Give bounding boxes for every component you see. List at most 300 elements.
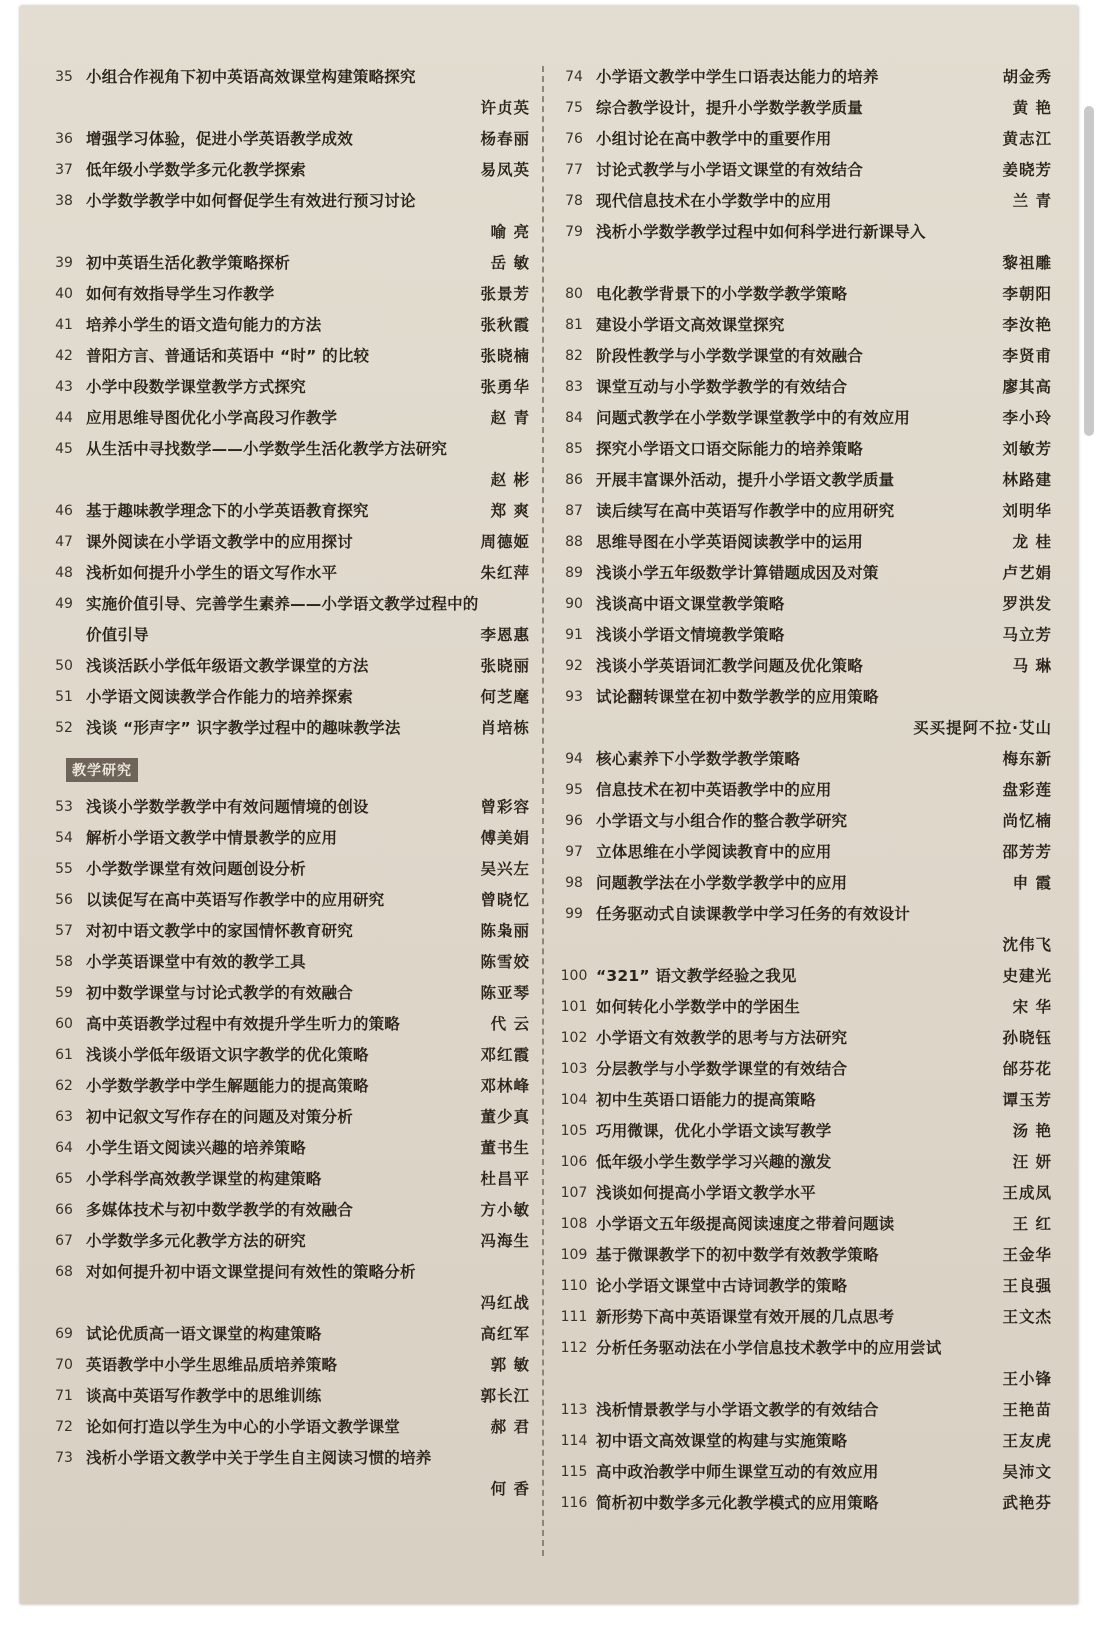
entry-title: 小学语文教学中学生口语表达能力的培养 bbox=[596, 68, 879, 86]
toc-entry bbox=[552, 1147, 1052, 1178]
toc-entry bbox=[552, 527, 1052, 558]
left-column bbox=[42, 62, 530, 1505]
entry-title: 浅谈小学英语词汇教学问题及优化策略 bbox=[596, 657, 863, 675]
entry-number: 83 bbox=[565, 379, 583, 395]
entry-author: 邓红霞 bbox=[480, 1046, 530, 1064]
entry-number: 37 bbox=[55, 162, 73, 178]
toc-entry bbox=[42, 854, 530, 885]
entry-author: 邵芳芳 bbox=[1002, 843, 1052, 861]
entry-title: 小学语文与小组合作的整合教学研究 bbox=[596, 812, 848, 830]
entry-author: 邰芬花 bbox=[1002, 1060, 1052, 1078]
entry-title: 基于趣味教学理念下的小学英语教育探究 bbox=[86, 502, 369, 520]
entry-title: 低年级小学数学多元化教学探索 bbox=[86, 161, 306, 179]
entry-number: 60 bbox=[55, 1016, 73, 1032]
entry-author: 吴兴左 bbox=[480, 860, 530, 878]
toc-entry bbox=[552, 589, 1052, 620]
toc-entry bbox=[552, 155, 1052, 186]
toc-entry bbox=[42, 403, 530, 434]
toc-entry bbox=[42, 1381, 530, 1412]
toc-entry bbox=[42, 978, 530, 1009]
entry-title: 培养小学生的语文造句能力的方法 bbox=[86, 316, 322, 334]
entry-author: 汪 妍 bbox=[1012, 1153, 1052, 1171]
entry-title: 实施价值引导、完善学生素养——小学语文教学过程中的价值引导 bbox=[86, 595, 479, 644]
entry-number: 51 bbox=[55, 689, 73, 705]
entry-title: 论如何打造以学生为中心的小学语文教学课堂 bbox=[86, 1418, 401, 1436]
toc-entry bbox=[42, 589, 530, 651]
entry-title: 如何转化小学数学中的学困生 bbox=[596, 998, 801, 1016]
entry-title: 浅谈小学数学教学中有效问题情境的创设 bbox=[86, 798, 369, 816]
toc-entry bbox=[552, 1426, 1052, 1457]
toc-entry bbox=[552, 403, 1052, 434]
entry-author: 罗洪发 bbox=[1002, 595, 1052, 613]
toc-entry bbox=[42, 496, 530, 527]
entry-author: 喻 亮 bbox=[490, 223, 530, 241]
toc-entry bbox=[552, 558, 1052, 589]
entry-author: 卢艺娟 bbox=[1002, 564, 1052, 582]
entry-title: 信息技术在初中英语教学中的应用 bbox=[596, 781, 832, 799]
toc-entry bbox=[42, 1102, 530, 1133]
toc-entry bbox=[42, 916, 530, 947]
entry-number: 102 bbox=[560, 1030, 588, 1046]
entry-author: 申 霞 bbox=[1012, 874, 1052, 892]
entry-number: 39 bbox=[55, 255, 73, 271]
toc-entry bbox=[552, 279, 1052, 310]
toc-entry bbox=[552, 93, 1052, 124]
toc-entry bbox=[552, 62, 1052, 93]
toc-entry bbox=[552, 837, 1052, 868]
entry-author: 高红军 bbox=[480, 1325, 530, 1343]
entry-number: 90 bbox=[565, 596, 583, 612]
entry-title: 低年级小学生数学学习兴趣的激发 bbox=[596, 1153, 832, 1171]
toc-entry bbox=[552, 1333, 1052, 1395]
entry-title: 分层教学与小学数学课堂的有效结合 bbox=[596, 1060, 848, 1078]
toc-entry bbox=[42, 792, 530, 823]
toc-entry bbox=[552, 1488, 1052, 1519]
entry-number: 87 bbox=[565, 503, 583, 519]
entry-number: 61 bbox=[55, 1047, 73, 1063]
toc-entry bbox=[42, 1071, 530, 1102]
toc-entry bbox=[552, 961, 1052, 992]
entry-title: 浅谈活跃小学低年级语文教学课堂的方法 bbox=[86, 657, 369, 675]
entry-number: 86 bbox=[565, 472, 583, 488]
entry-number: 85 bbox=[565, 441, 583, 457]
entry-title: 小组讨论在高中教学中的重要作用 bbox=[596, 130, 832, 148]
entry-author: 汤 艳 bbox=[1012, 1122, 1052, 1140]
entry-number: 91 bbox=[565, 627, 583, 643]
entry-author: 李贤甫 bbox=[1002, 347, 1052, 365]
toc-entry bbox=[42, 682, 530, 713]
entry-author: 郑 爽 bbox=[490, 502, 530, 520]
toc-entry bbox=[42, 558, 530, 589]
entry-author: 买买提阿不拉·艾山 bbox=[913, 719, 1052, 737]
entry-number: 88 bbox=[565, 534, 583, 550]
entry-title: 对初中语文教学中的家国情怀教育研究 bbox=[86, 922, 353, 940]
entry-author: 曾晓忆 bbox=[480, 891, 530, 909]
entry-title: 浅谈 “形声字” 识字教学过程中的趣味教学法 bbox=[86, 719, 401, 737]
entry-author: 梅东新 bbox=[1002, 750, 1052, 768]
entry-title: 应用思维导图优化小学高段习作教学 bbox=[86, 409, 338, 427]
entry-author: 盘彩莲 bbox=[1002, 781, 1052, 799]
page-photo bbox=[20, 6, 1078, 1604]
entry-number: 67 bbox=[55, 1233, 73, 1249]
entry-number: 103 bbox=[560, 1061, 588, 1077]
entry-author: 黄 艳 bbox=[1012, 99, 1052, 117]
entry-author: 郝 君 bbox=[490, 1418, 530, 1436]
entry-title: 电化教学背景下的小学数学教学策略 bbox=[596, 285, 848, 303]
toc-entry bbox=[42, 1257, 530, 1319]
entry-title: 初中英语生活化教学策略探析 bbox=[86, 254, 291, 272]
entry-title: 小学中段数学课堂教学方式探究 bbox=[86, 378, 306, 396]
entry-title: 小学语文阅读教学合作能力的培养探索 bbox=[86, 688, 353, 706]
entry-number: 95 bbox=[565, 782, 583, 798]
entry-number: 98 bbox=[565, 875, 583, 891]
toc-entry bbox=[552, 124, 1052, 155]
entry-title: 解析小学语文教学中情景教学的应用 bbox=[86, 829, 338, 847]
entry-author: 刘明华 bbox=[1002, 502, 1052, 520]
entry-author: 张晓楠 bbox=[480, 347, 530, 365]
toc-entry bbox=[552, 775, 1052, 806]
entry-author: 傅美娟 bbox=[480, 829, 530, 847]
entry-title: 核心素养下小学数学教学策略 bbox=[596, 750, 801, 768]
entry-author: 张勇华 bbox=[480, 378, 530, 396]
entry-number: 72 bbox=[55, 1419, 73, 1435]
toc-entry bbox=[42, 885, 530, 916]
entry-number: 65 bbox=[55, 1171, 73, 1187]
entry-number: 107 bbox=[560, 1185, 588, 1201]
entry-number: 36 bbox=[55, 131, 73, 147]
entry-author: 郭长江 bbox=[480, 1387, 530, 1405]
toc-entry bbox=[42, 341, 530, 372]
entry-title: 以读促写在高中英语写作教学中的应用研究 bbox=[86, 891, 385, 909]
entry-author: 李小玲 bbox=[1002, 409, 1052, 427]
entry-author: 林路建 bbox=[1002, 471, 1052, 489]
toc-entry bbox=[552, 682, 1052, 744]
entry-title: 立体思维在小学阅读教育中的应用 bbox=[596, 843, 832, 861]
toc-entry bbox=[552, 496, 1052, 527]
toc-entry bbox=[552, 1116, 1052, 1147]
entry-title: 浅析小学数学教学过程中如何科学进行新课导入 bbox=[596, 223, 926, 241]
toc-entry bbox=[552, 806, 1052, 837]
entry-number: 68 bbox=[55, 1264, 73, 1280]
entry-number: 116 bbox=[560, 1495, 588, 1511]
toc-entry bbox=[552, 1178, 1052, 1209]
entry-title: 分析任务驱动法在小学信息技术教学中的应用尝试 bbox=[596, 1339, 942, 1357]
entry-number: 100 bbox=[560, 968, 588, 984]
entry-author: 易凤英 bbox=[480, 161, 530, 179]
entry-author: 陈枭丽 bbox=[480, 922, 530, 940]
column-divider bbox=[542, 66, 544, 1556]
toc-entry bbox=[552, 1395, 1052, 1426]
entry-author: 王小锋 bbox=[1002, 1370, 1052, 1388]
entry-author: 王艳苗 bbox=[1002, 1401, 1052, 1419]
entry-title: 浅析小学语文教学中关于学生自主阅读习惯的培养 bbox=[86, 1449, 432, 1467]
entry-title: 思维导图在小学英语阅读教学中的运用 bbox=[596, 533, 863, 551]
entry-author: 谭玉芳 bbox=[1002, 1091, 1052, 1109]
entry-author: 赵 彬 bbox=[490, 471, 530, 489]
entry-title: 浅析如何提升小学生的语文写作水平 bbox=[86, 564, 338, 582]
entry-author: 张景芳 bbox=[480, 285, 530, 303]
entry-title: 小学语文五年级提高阅读速度之带着问题读 bbox=[596, 1215, 895, 1233]
entry-title: 小学数学教学中如何督促学生有效进行预习讨论 bbox=[86, 192, 416, 210]
entry-title: 浅谈小学语文情境教学策略 bbox=[596, 626, 785, 644]
toc-entry bbox=[42, 1350, 530, 1381]
toc-entry bbox=[552, 651, 1052, 682]
entry-number: 59 bbox=[55, 985, 73, 1001]
toc-entry bbox=[42, 248, 530, 279]
entry-author: 姜晓芳 bbox=[1002, 161, 1052, 179]
section-header bbox=[42, 754, 530, 792]
entry-author: 兰 青 bbox=[1012, 192, 1052, 210]
entry-number: 48 bbox=[55, 565, 73, 581]
entry-title: 论小学语文课堂中古诗词教学的策略 bbox=[596, 1277, 848, 1295]
entry-number: 81 bbox=[565, 317, 583, 333]
entry-number: 38 bbox=[55, 193, 73, 209]
entry-number: 112 bbox=[560, 1340, 588, 1356]
entry-author: 周德姬 bbox=[480, 533, 530, 551]
entry-title: 开展丰富课外活动，提升小学语文教学质量 bbox=[596, 471, 895, 489]
entry-title: 多媒体技术与初中数学教学的有效融合 bbox=[86, 1201, 353, 1219]
entry-title: 简析初中数学多元化教学模式的应用策略 bbox=[596, 1494, 879, 1512]
entry-author: 王金华 bbox=[1002, 1246, 1052, 1264]
entry-author: 许贞英 bbox=[480, 99, 530, 117]
toc-entry bbox=[42, 124, 530, 155]
entry-author: 王友虎 bbox=[1002, 1432, 1052, 1450]
entry-title: 初中记叙文写作存在的问题及对策分析 bbox=[86, 1108, 353, 1126]
entry-title: 高中政治教学中师生课堂互动的有效应用 bbox=[596, 1463, 879, 1481]
entry-author: 陈雪姣 bbox=[480, 953, 530, 971]
entry-number: 106 bbox=[560, 1154, 588, 1170]
entry-title: 英语教学中小学生思维品质培养策略 bbox=[86, 1356, 338, 1374]
toc-entry bbox=[552, 310, 1052, 341]
entry-title: 如何有效指导学生习作教学 bbox=[86, 285, 275, 303]
toc-entry bbox=[42, 713, 530, 744]
toc-entry bbox=[42, 1319, 530, 1350]
entry-number: 92 bbox=[565, 658, 583, 674]
entry-title: 综合教学设计，提升小学数学教学质量 bbox=[596, 99, 863, 117]
entry-author: 杨春丽 bbox=[480, 130, 530, 148]
entry-author: 马立芳 bbox=[1002, 626, 1052, 644]
entry-title: 阶段性教学与小学数学课堂的有效融合 bbox=[596, 347, 863, 365]
entry-title: 讨论式教学与小学语文课堂的有效结合 bbox=[596, 161, 863, 179]
entry-author: 王 红 bbox=[1012, 1215, 1052, 1233]
entry-author: 曾彩容 bbox=[480, 798, 530, 816]
entry-number: 70 bbox=[55, 1357, 73, 1373]
toc-entry bbox=[552, 1240, 1052, 1271]
toc-entry bbox=[42, 1009, 530, 1040]
toc-entry bbox=[42, 1226, 530, 1257]
toc-entry bbox=[552, 868, 1052, 899]
entry-title: 浅析情景教学与小学语文教学的有效结合 bbox=[596, 1401, 879, 1419]
entry-number: 58 bbox=[55, 954, 73, 970]
entry-title: 小学数学教学中学生解题能力的提高策略 bbox=[86, 1077, 369, 1095]
toc-entry bbox=[552, 217, 1052, 279]
entry-author: 董书生 bbox=[480, 1139, 530, 1157]
entry-number: 53 bbox=[55, 799, 73, 815]
section-label: 教学研究 bbox=[66, 758, 138, 782]
entry-author: 刘敏芳 bbox=[1002, 440, 1052, 458]
entry-number: 71 bbox=[55, 1388, 73, 1404]
entry-title: 课外阅读在小学语文教学中的应用探讨 bbox=[86, 533, 353, 551]
entry-title: 初中数学课堂与讨论式教学的有效融合 bbox=[86, 984, 353, 1002]
entry-number: 104 bbox=[560, 1092, 588, 1108]
entry-title: 巧用微课，优化小学语文读写教学 bbox=[596, 1122, 832, 1140]
entry-number: 46 bbox=[55, 503, 73, 519]
entry-number: 77 bbox=[565, 162, 583, 178]
entry-number: 35 bbox=[55, 69, 73, 85]
entry-author: 史建光 bbox=[1002, 967, 1052, 985]
entry-title: 从生活中寻找数学——小学数学生活化教学方法研究 bbox=[86, 440, 448, 458]
toc-entry bbox=[42, 279, 530, 310]
entry-number: 97 bbox=[565, 844, 583, 860]
entry-number: 73 bbox=[55, 1450, 73, 1466]
right-column bbox=[552, 62, 1052, 1519]
entry-author: 邓林峰 bbox=[480, 1077, 530, 1095]
entry-number: 84 bbox=[565, 410, 583, 426]
entry-author: 方小敏 bbox=[480, 1201, 530, 1219]
toc-entry bbox=[42, 1133, 530, 1164]
entry-title: 高中英语教学过程中有效提升学生听力的策略 bbox=[86, 1015, 401, 1033]
entry-author: 黄志江 bbox=[1002, 130, 1052, 148]
toc-entry bbox=[552, 372, 1052, 403]
entry-author: 胡金秀 bbox=[1002, 68, 1052, 86]
entry-author: 岳 敏 bbox=[490, 254, 530, 272]
toc-entry bbox=[42, 62, 530, 124]
entry-number: 49 bbox=[55, 596, 73, 612]
entry-number: 115 bbox=[560, 1464, 588, 1480]
entry-author: 冯红战 bbox=[480, 1294, 530, 1312]
toc-entry bbox=[42, 947, 530, 978]
entry-author: 李汝艳 bbox=[1002, 316, 1052, 334]
entry-author: 尚忆楠 bbox=[1002, 812, 1052, 830]
entry-author: 何芝麾 bbox=[480, 688, 530, 706]
entry-author: 马 琳 bbox=[1012, 657, 1052, 675]
entry-title: 小学语文有效教学的思考与方法研究 bbox=[596, 1029, 848, 1047]
entry-number: 111 bbox=[560, 1309, 588, 1325]
toc-entry bbox=[552, 1085, 1052, 1116]
toc-entry bbox=[42, 310, 530, 341]
toc-entry bbox=[42, 823, 530, 854]
entry-number: 99 bbox=[565, 906, 583, 922]
entry-author: 沈伟飞 bbox=[1002, 936, 1052, 954]
entry-author: 李朝阳 bbox=[1002, 285, 1052, 303]
toc-entry bbox=[42, 1412, 530, 1443]
entry-number: 89 bbox=[565, 565, 583, 581]
toc-entry bbox=[552, 1302, 1052, 1333]
toc-entry bbox=[552, 1457, 1052, 1488]
toc-entry bbox=[42, 155, 530, 186]
entry-title: 课堂互动与小学数学教学的有效结合 bbox=[596, 378, 848, 396]
entry-number: 50 bbox=[55, 658, 73, 674]
entry-author: 杜昌平 bbox=[480, 1170, 530, 1188]
entry-number: 66 bbox=[55, 1202, 73, 1218]
entry-number: 75 bbox=[565, 100, 583, 116]
entry-title: 新形势下高中英语课堂有效开展的几点思考 bbox=[596, 1308, 895, 1326]
entry-number: 69 bbox=[55, 1326, 73, 1342]
entry-author: 王成凤 bbox=[1002, 1184, 1052, 1202]
toc-entry bbox=[552, 899, 1052, 961]
entry-title: 试论优质高一语文课堂的构建策略 bbox=[86, 1325, 322, 1343]
entry-number: 109 bbox=[560, 1247, 588, 1263]
entry-number: 74 bbox=[565, 69, 583, 85]
entry-number: 79 bbox=[565, 224, 583, 240]
toc-entry bbox=[552, 1054, 1052, 1085]
entry-number: 105 bbox=[560, 1123, 588, 1139]
entry-title: 浅谈小学低年级语文识字教学的优化策略 bbox=[86, 1046, 369, 1064]
entry-number: 41 bbox=[55, 317, 73, 333]
entry-title: 小组合作视角下初中英语高效课堂构建策略探究 bbox=[86, 68, 416, 86]
entry-title: 建设小学语文高效课堂探究 bbox=[596, 316, 785, 334]
entry-title: 小学数学多元化教学方法的研究 bbox=[86, 1232, 306, 1250]
toc-entry bbox=[42, 186, 530, 248]
entry-title: 对如何提升初中语文课堂提问有效性的策略分析 bbox=[86, 1263, 416, 1281]
toc-entry bbox=[552, 1023, 1052, 1054]
toc-entry bbox=[552, 465, 1052, 496]
entry-author: 冯海生 bbox=[480, 1232, 530, 1250]
entry-title: 问题式教学在小学数学课堂教学中的有效应用 bbox=[596, 409, 911, 427]
entry-author: 朱红萍 bbox=[480, 564, 530, 582]
entry-author: 龙 桂 bbox=[1012, 533, 1052, 551]
entry-author: 张晓丽 bbox=[480, 657, 530, 675]
toc-entry bbox=[42, 527, 530, 558]
entry-number: 76 bbox=[565, 131, 583, 147]
toc-entry bbox=[552, 992, 1052, 1023]
entry-title: 现代信息技术在小学数学中的应用 bbox=[596, 192, 832, 210]
toc-entry bbox=[42, 372, 530, 403]
entry-author: 陈亚琴 bbox=[480, 984, 530, 1002]
entry-number: 42 bbox=[55, 348, 73, 364]
entry-number: 78 bbox=[565, 193, 583, 209]
entry-number: 43 bbox=[55, 379, 73, 395]
entry-title: 浅谈如何提高小学语文教学水平 bbox=[596, 1184, 816, 1202]
entry-author: 王良强 bbox=[1002, 1277, 1052, 1295]
toc-entry bbox=[552, 1271, 1052, 1302]
entry-title: 探究小学语文口语交际能力的培养策略 bbox=[596, 440, 863, 458]
entry-title: 任务驱动式自读课教学中学习任务的有效设计 bbox=[596, 905, 911, 923]
entry-number: 110 bbox=[560, 1278, 588, 1294]
toc-entry bbox=[42, 1195, 530, 1226]
entry-title: “321” 语文教学经验之我见 bbox=[596, 967, 797, 985]
entry-number: 44 bbox=[55, 410, 73, 426]
toc-entry bbox=[552, 186, 1052, 217]
entry-title: 谈高中英语写作教学中的思维训练 bbox=[86, 1387, 322, 1405]
toc-entry bbox=[42, 1443, 530, 1505]
entry-author: 吴沛文 bbox=[1002, 1463, 1052, 1481]
toc-entry bbox=[552, 341, 1052, 372]
entry-number: 55 bbox=[55, 861, 73, 877]
entry-number: 114 bbox=[560, 1433, 588, 1449]
entry-author: 李恩惠 bbox=[480, 626, 530, 644]
toc-entry bbox=[552, 1209, 1052, 1240]
entry-number: 47 bbox=[55, 534, 73, 550]
entry-title: 小学英语课堂中有效的教学工具 bbox=[86, 953, 306, 971]
entry-author: 何 香 bbox=[490, 1480, 530, 1498]
entry-author: 孙晓钰 bbox=[1002, 1029, 1052, 1047]
entry-title: 小学科学高效教学课堂的构建策略 bbox=[86, 1170, 322, 1188]
entry-number: 96 bbox=[565, 813, 583, 829]
entry-title: 初中语文高效课堂的构建与实施策略 bbox=[596, 1432, 848, 1450]
entry-title: 浅谈高中语文课堂教学策略 bbox=[596, 595, 785, 613]
entry-number: 52 bbox=[55, 720, 73, 736]
scrollbar[interactable] bbox=[1084, 106, 1094, 436]
entry-author: 武艳芬 bbox=[1002, 1494, 1052, 1512]
entry-author: 廖其高 bbox=[1002, 378, 1052, 396]
entry-number: 113 bbox=[560, 1402, 588, 1418]
entry-number: 56 bbox=[55, 892, 73, 908]
entry-number: 40 bbox=[55, 286, 73, 302]
entry-author: 宋 华 bbox=[1012, 998, 1052, 1016]
entry-number: 57 bbox=[55, 923, 73, 939]
entry-number: 108 bbox=[560, 1216, 588, 1232]
